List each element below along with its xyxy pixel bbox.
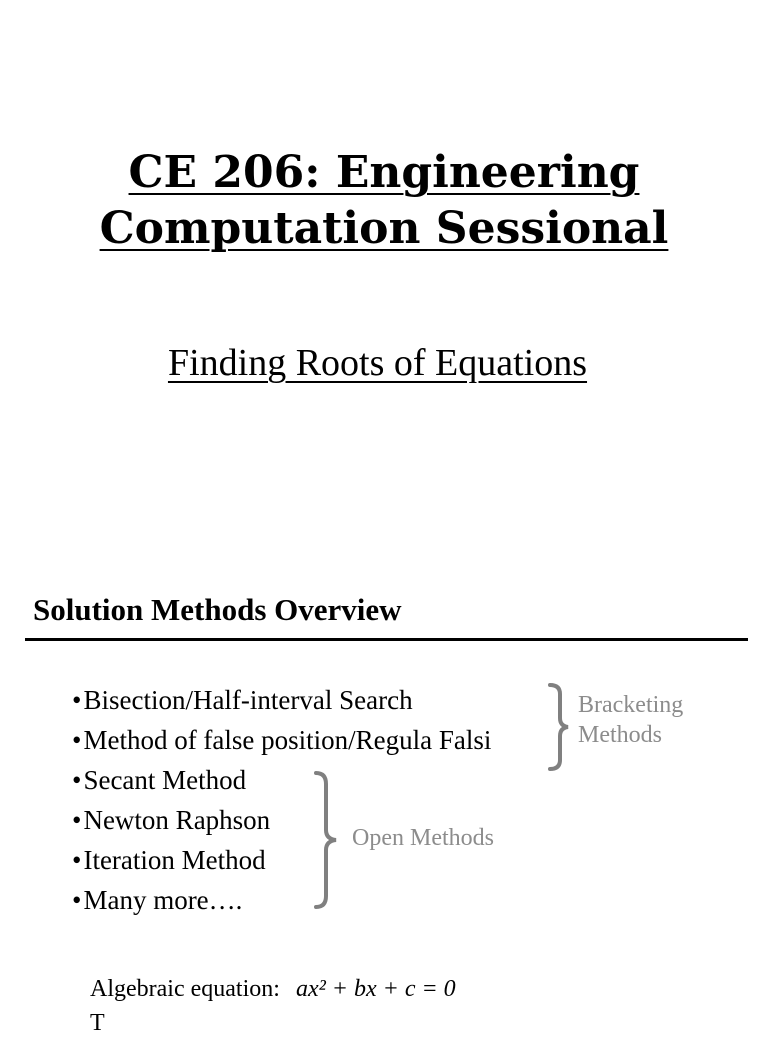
- methods-list: [72, 680, 491, 920]
- list-item: • Bisection/Half-interval Search: [72, 680, 491, 720]
- list-item: • Method of false position/Regula Falsi: [72, 720, 491, 760]
- bracketing-label-line2: Methods: [578, 722, 662, 748]
- open-methods-label: Open Methods: [352, 825, 494, 851]
- slide-subtitle: [0, 338, 755, 388]
- bracketing-methods-label: [578, 690, 683, 750]
- heading-divider: [25, 638, 748, 641]
- slide-title: [0, 145, 768, 257]
- section-heading: Solution Methods Overview: [33, 592, 402, 627]
- slide-title-line1: CE 206: Engineering: [128, 147, 640, 198]
- bracketing-brace: [546, 682, 576, 772]
- algebraic-equation-label: Algebraic equation:: [90, 976, 280, 1002]
- list-item: • Iteration Method: [72, 840, 491, 880]
- algebraic-equation: ax² + bx + c = 0: [295, 976, 456, 1002]
- list-item: • Secant Method: [72, 760, 491, 800]
- list-item: • Many more….: [72, 880, 491, 920]
- transcendental-equation-fragment: T: [90, 1010, 105, 1036]
- algebraic-equation-line: [90, 976, 456, 1003]
- bracketing-label-line1: Bracketing: [578, 692, 684, 718]
- slide-subtitle-text: Finding Roots of Equations: [167, 342, 588, 384]
- slide-title-line2: Computation Sessional: [99, 203, 669, 254]
- open-methods-brace: [312, 770, 348, 912]
- list-item: • Newton Raphson: [72, 800, 491, 840]
